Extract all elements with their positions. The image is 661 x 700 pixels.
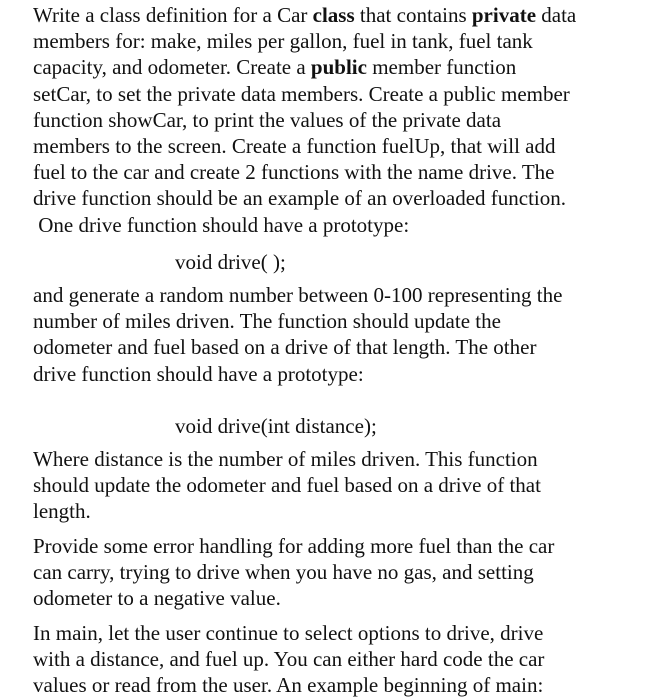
text-line: One drive function should have a prototype: (33, 212, 410, 237)
paragraph-error-handling (33, 533, 653, 612)
text-line: In main, let the user continue to select options to drive, drive (33, 621, 544, 645)
code-prototype-drive: void drive( ); (175, 250, 286, 274)
paragraph-random-drive (33, 282, 653, 387)
text-line: and generate a random number between 0-100 representing the (33, 283, 563, 307)
text-line: members to the screen. Create a function fuelUp, that will add (33, 133, 556, 158)
text-line: with a distance, and fuel up. You can either hard code the car (33, 647, 545, 672)
paragraph-assignment-intro (33, 2, 653, 238)
text-line: should update the odometer and fuel based on a drive of that (33, 473, 541, 498)
text-line: capacity, and odometer. Create a public member function (33, 55, 517, 80)
text-line: Where distance is the number of miles driven. This function (33, 447, 538, 471)
text-line: Provide some error handling for adding more fuel than the car (33, 534, 555, 558)
text-line: function showCar, to print the values of the private data (33, 107, 502, 132)
bold-keyword-class: class (312, 3, 355, 27)
paragraph-main-instructions (33, 620, 653, 699)
bold-keyword-private: private (471, 3, 537, 27)
text-line: length. (33, 499, 91, 524)
text-line: odometer to a negative value. (33, 586, 281, 611)
text-line: values or read from the user. An example beginning of main: (33, 673, 544, 698)
text-line: odometer and fuel based on a drive of that length. The other (33, 335, 537, 360)
paragraph-distance (33, 446, 653, 525)
text-line: setCar, to set the private data members. Create a public member (33, 81, 570, 106)
text-line: Write a class definition for a Car class that contains private data (33, 3, 577, 27)
bold-keyword-public: public (310, 55, 367, 80)
text-line: number of miles driven. The function should update the (33, 309, 501, 334)
text-line: drive function should have a prototype: (33, 361, 364, 386)
text-line: members for: make, miles per gallon, fuel in tank, fuel tank (33, 29, 533, 54)
text-line: drive function should be an example of an overloaded function. (33, 186, 566, 211)
text-line: fuel to the car and create 2 functions with the name drive. The (33, 160, 555, 185)
code-prototype-drive-distance: void drive(int distance); (175, 414, 377, 438)
text-line: can carry, trying to drive when you have no gas, and setting (33, 560, 534, 585)
